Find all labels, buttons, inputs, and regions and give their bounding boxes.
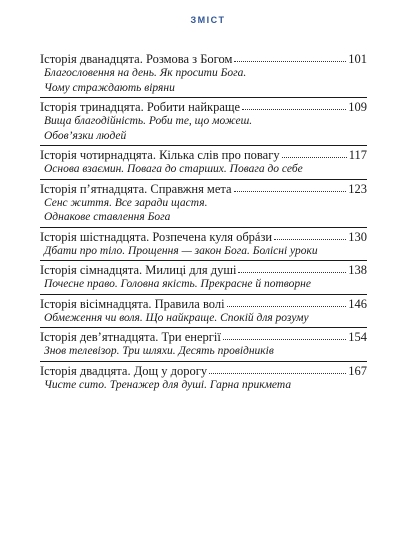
toc-entry-line: [40, 229, 367, 244]
dot-leader: [234, 180, 347, 192]
toc-entry-title: Історія дев’ятнадцята. Три енергії: [40, 330, 221, 344]
toc-entry[interactable]: [40, 99, 367, 143]
toc-entry-page-number: 167: [348, 363, 367, 378]
toc-entry[interactable]: [40, 296, 367, 326]
toc-entry-title: Історія шістнадцята. Розпечена куля обрáзи: [40, 229, 273, 244]
toc-entry-line: [40, 99, 367, 114]
toc-entry-page-number: 123: [348, 181, 367, 196]
toc-entry-subtopics: Сенс життя. Все заради щастя.: [44, 196, 208, 209]
toc-entry[interactable]: [40, 262, 367, 292]
toc-entry-title: Історія сімнадцята. Милиці для душі: [40, 263, 237, 277]
toc-entry-title: Історія чотирнадцята. Кілька слів про повагу: [40, 148, 280, 162]
toc-entry-subtopics: Основа взаємин. Повага до старших. Повага до себе: [44, 163, 303, 175]
toc-entry-page-number: 130: [348, 229, 367, 244]
toc-entry-subtopics: Чому страждають віряни: [44, 81, 175, 94]
toc-entry-page-number: 154: [348, 330, 367, 344]
toc-entry[interactable]: [40, 147, 367, 177]
toc-entry-page-number: 138: [348, 263, 367, 277]
toc-entry-line: [40, 296, 367, 311]
toc-entry-title: Історія дванадцята. Розмова з Богом: [40, 52, 233, 66]
toc-entry-title: Історія вісімнадцята. Правила волі: [40, 296, 225, 311]
toc-entry-subtopics: Знов телевізор. Три шляхи. Десять провідників: [44, 345, 274, 357]
toc-entry-title: Історія тринадцята. Робити найкраще: [40, 100, 241, 114]
toc-entry-subtopics: Обмеження чи воля. Що найкраще. Спокій для розуму: [44, 311, 309, 324]
toc-heading: ЗМІСТ: [190, 15, 226, 25]
dot-leader: [282, 146, 347, 158]
toc-entry-subtopics: Дбати про тіло. Прощення — закон Бога. Болісні уроки: [44, 244, 318, 257]
toc-entry[interactable]: [40, 363, 367, 393]
toc-entry-page-number: 109: [348, 100, 367, 114]
toc-entry-subtopics: Благословення на день. Як просити Бога.: [44, 67, 247, 79]
toc-entry-subtopics: Однакове ставлення Бога: [44, 211, 171, 223]
toc-entry-line: [40, 51, 367, 66]
toc-entry-page-number: 117: [348, 148, 367, 162]
toc-entry-line: [40, 363, 367, 378]
toc-entry-line: [40, 262, 367, 277]
dot-leader: [223, 328, 346, 340]
toc-entry-page-number: 146: [348, 296, 367, 311]
toc-entry-subtopics: Вища благодійність. Роби те, що можеш.: [44, 115, 253, 127]
dot-leader: [242, 98, 346, 110]
dot-leader: [274, 228, 346, 240]
toc-list: [40, 51, 367, 392]
dot-leader: [234, 50, 346, 62]
dot-leader: [227, 295, 347, 307]
dot-leader: [209, 362, 346, 374]
toc-entry-page-number: 101: [348, 52, 367, 66]
toc-entry-line: [40, 147, 367, 162]
toc-entry[interactable]: [40, 329, 367, 359]
toc-entry[interactable]: [40, 51, 367, 95]
toc-entry-subtopics: Обов’язки людей: [44, 129, 127, 142]
toc-entry[interactable]: [40, 229, 367, 259]
toc-entry-line: [40, 329, 367, 344]
toc-entry-title: Історія п’ятнадцята. Справжня мета: [40, 181, 232, 196]
toc-entry-subtopics: Почесне право. Головна якість. Прекрасне й потворне: [44, 278, 311, 290]
dot-leader: [238, 261, 346, 273]
toc-entry[interactable]: [40, 181, 367, 225]
toc-entry-title: Історія двадцята. Дощ у дорогу: [40, 363, 208, 378]
toc-entry-subtopics: Чисте сито. Тренажер для душі. Гарна прикмета: [44, 378, 292, 391]
toc-entry-line: [40, 181, 367, 196]
